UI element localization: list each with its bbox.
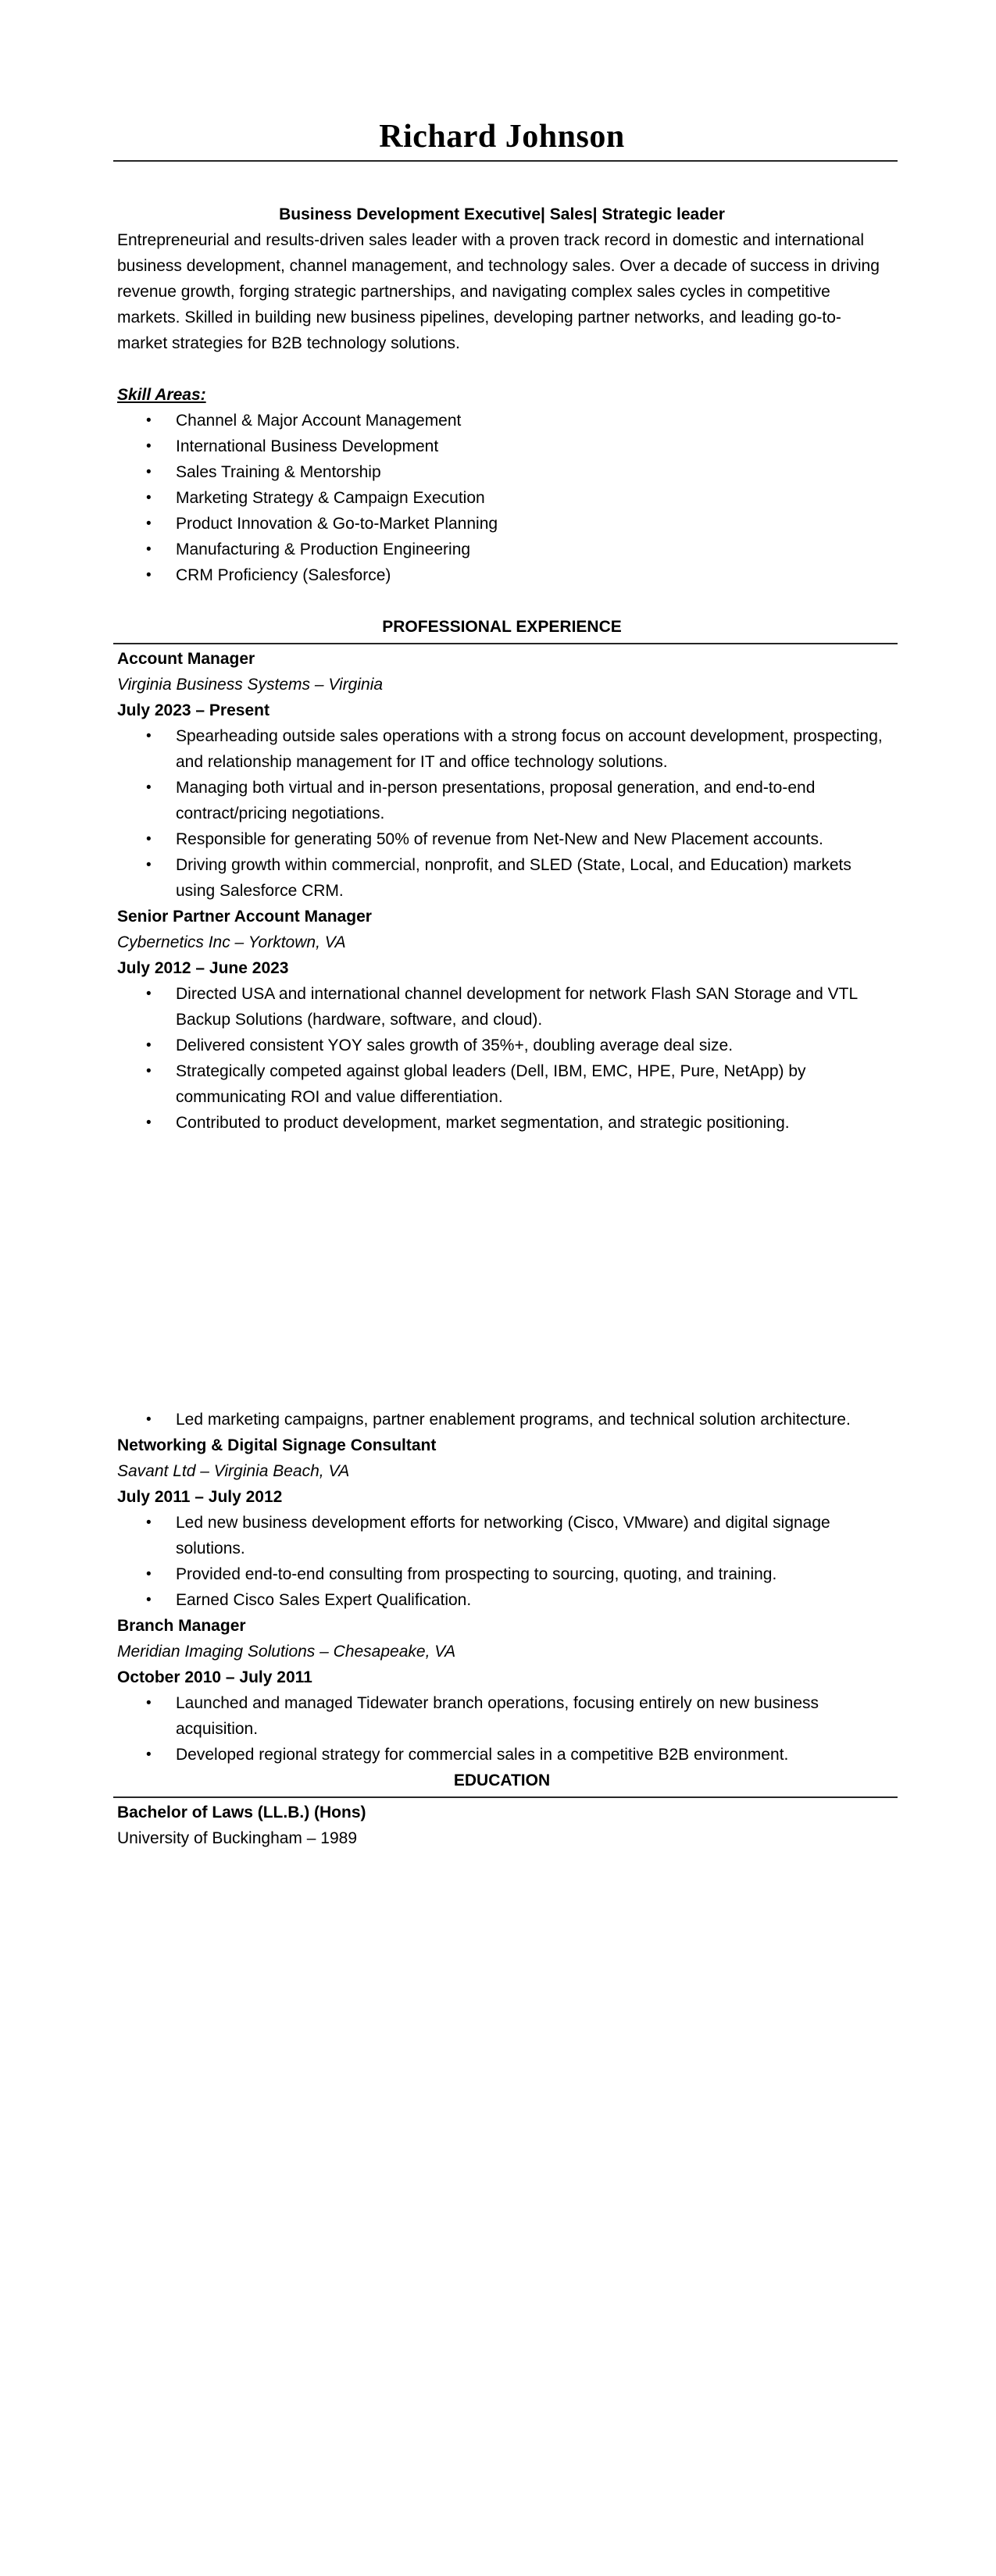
job-bullet-text: Provided end-to-end consulting from prospecting to sourcing, quoting, and training. (176, 1565, 777, 1583)
job-dates: July 2011 – July 2012 (117, 1488, 283, 1506)
experience-divider (113, 643, 898, 644)
bullet-icon: • (146, 831, 152, 847)
job-bullet-list (117, 1690, 887, 1768)
job-bullet-list-continued (117, 1407, 887, 1432)
education-school: University of Buckingham – 1989 (117, 1829, 357, 1847)
bullet-icon: • (146, 438, 152, 455)
skill-item-label: Product Innovation & Go-to-Market Planning (176, 515, 498, 533)
skill-item (146, 537, 887, 562)
bullet-icon: • (146, 1037, 152, 1054)
job-bullet (146, 723, 887, 775)
bullet-icon: • (146, 986, 152, 1002)
bullet-icon: • (146, 516, 152, 532)
job-bullet-text: Driving growth within commercial, nonprofit, and SLED (State, Local, and Education) markets using Salesforce CRM. (176, 856, 851, 900)
job-title: Networking & Digital Signage Consultant (117, 1436, 437, 1454)
job-bullet-text: Earned Cisco Sales Expert Qualification. (176, 1591, 472, 1609)
title-divider (113, 160, 898, 162)
job-dates: October 2010 – July 2011 (117, 1668, 312, 1686)
skill-item (146, 511, 887, 537)
job-dates: July 2012 – June 2023 (117, 959, 289, 977)
job-bullet (146, 1033, 887, 1058)
bullet-icon: • (146, 728, 152, 744)
bullet-icon: • (146, 490, 152, 506)
job-entry (117, 1432, 887, 1613)
bullet-icon: • (146, 464, 152, 480)
job-bullet-list (117, 1510, 887, 1613)
skill-item-label: Channel & Major Account Management (176, 412, 462, 430)
job-dates: July 2023 – Present (117, 701, 270, 719)
section-heading-experience: PROFESSIONAL EXPERIENCE (382, 618, 622, 636)
job-bullet (146, 1510, 887, 1561)
bullet-icon: • (146, 1063, 152, 1079)
job-bullet (146, 1690, 887, 1742)
skill-item-label: International Business Development (176, 437, 439, 455)
job-title: Branch Manager (117, 1617, 246, 1635)
job-bullet-text: Responsible for generating 50% of revenue from Net-New and New Placement accounts. (176, 830, 823, 848)
job-bullet-text: Spearheading outside sales operations with a strong focus on account development, prospecting, and relationship management for IT and office technology solutions. (176, 727, 883, 771)
job-bullet-text: Delivered consistent YOY sales growth of 35%+, doubling average deal size. (176, 1036, 734, 1054)
person-name: Richard Johnson (379, 119, 625, 155)
bullet-icon: • (146, 1746, 152, 1763)
summary-paragraph: Entrepreneurial and results-driven sales leader with a proven track record in domestic and international business development, channel management, and technology sales. Over a decade of success in driving revenue growth, forging strategic partnerships, and navigating complex sales cycles in competitive markets. Skilled in building new business pipelines, developing partner networks, and leading go-to-market strategies for B2B technology solutions. (117, 231, 880, 352)
skill-item (146, 433, 887, 459)
education-divider (113, 1796, 898, 1798)
skill-item (146, 485, 887, 511)
job-company: Cybernetics Inc – Yorktown, VA (117, 933, 346, 951)
skills-heading: Skill Areas: (117, 386, 206, 404)
job-bullet-text: Developed regional strategy for commercial sales in a competitive B2B environment. (176, 1746, 789, 1764)
job-bullet (146, 1587, 887, 1613)
bullet-icon: • (146, 412, 152, 429)
bullet-icon: • (146, 1411, 152, 1428)
job-bullet-text: Led new business development efforts for networking (Cisco, VMware) and digital signage solutions. (176, 1514, 830, 1557)
job-bullet (146, 775, 887, 826)
job-bullet (146, 1742, 887, 1768)
job-bullet-text: Led marketing campaigns, partner enablement programs, and technical solution architecture. (176, 1411, 851, 1429)
job-bullet (146, 852, 887, 904)
job-bullet (146, 981, 887, 1033)
skill-item-label: Manufacturing & Production Engineering (176, 541, 471, 558)
job-bullet (146, 1110, 887, 1136)
job-bullet-text: Contributed to product development, market segmentation, and strategic positioning. (176, 1114, 790, 1132)
bullet-icon: • (146, 1695, 152, 1711)
page-break-gap (117, 1136, 887, 1407)
job-bullet (146, 826, 887, 852)
job-bullet (146, 1407, 887, 1432)
bullet-icon: • (146, 1566, 152, 1582)
bullet-icon: • (146, 857, 152, 873)
job-bullet-text: Directed USA and international channel development for network Flash SAN Storage and VTL Backup Solutions (hardware, software, and cloud). (176, 985, 858, 1029)
spacer (117, 356, 887, 382)
job-bullet (146, 1058, 887, 1110)
bullet-icon: • (146, 780, 152, 796)
job-title: Senior Partner Account Manager (117, 908, 372, 926)
headline: Business Development Executive| Sales| Strategic leader (279, 205, 725, 223)
bullet-icon: • (146, 567, 152, 583)
job-bullet (146, 1561, 887, 1587)
job-company: Meridian Imaging Solutions – Chesapeake, VA (117, 1643, 456, 1661)
job-bullet-text: Managing both virtual and in-person presentations, proposal generation, and end-to-end contract/pricing negotiations. (176, 779, 816, 822)
education-degree: Bachelor of Laws (LL.B.) (Hons) (117, 1804, 366, 1821)
job-title: Account Manager (117, 650, 255, 668)
job-bullet-text: Strategically competed against global leaders (Dell, IBM, EMC, HPE, Pure, NetApp) by communicating ROI and value differentiation. (176, 1062, 806, 1106)
bullet-icon: • (146, 1515, 152, 1531)
skill-item (146, 459, 887, 485)
job-entry (117, 904, 887, 1432)
section-heading-education: EDUCATION (453, 1771, 551, 1789)
job-company: Savant Ltd – Virginia Beach, VA (117, 1462, 350, 1480)
bullet-icon: • (146, 541, 152, 558)
bullet-icon: • (146, 1115, 152, 1131)
spacer (117, 588, 887, 614)
job-company: Virginia Business Systems – Virginia (117, 676, 384, 694)
skills-list (117, 408, 887, 588)
job-bullet-text: Launched and managed Tidewater branch operations, focusing entirely on new business acquisition. (176, 1694, 819, 1738)
skill-item (146, 408, 887, 433)
skill-item-label: Sales Training & Mentorship (176, 463, 381, 481)
skill-item-label: CRM Proficiency (Salesforce) (176, 566, 391, 584)
job-entry (117, 1613, 887, 1768)
skill-item (146, 562, 887, 588)
job-entry (117, 646, 887, 904)
job-bullet-list (117, 723, 887, 904)
bullet-icon: • (146, 1592, 152, 1608)
job-bullet-list (117, 981, 887, 1136)
skill-item-label: Marketing Strategy & Campaign Execution (176, 489, 485, 507)
